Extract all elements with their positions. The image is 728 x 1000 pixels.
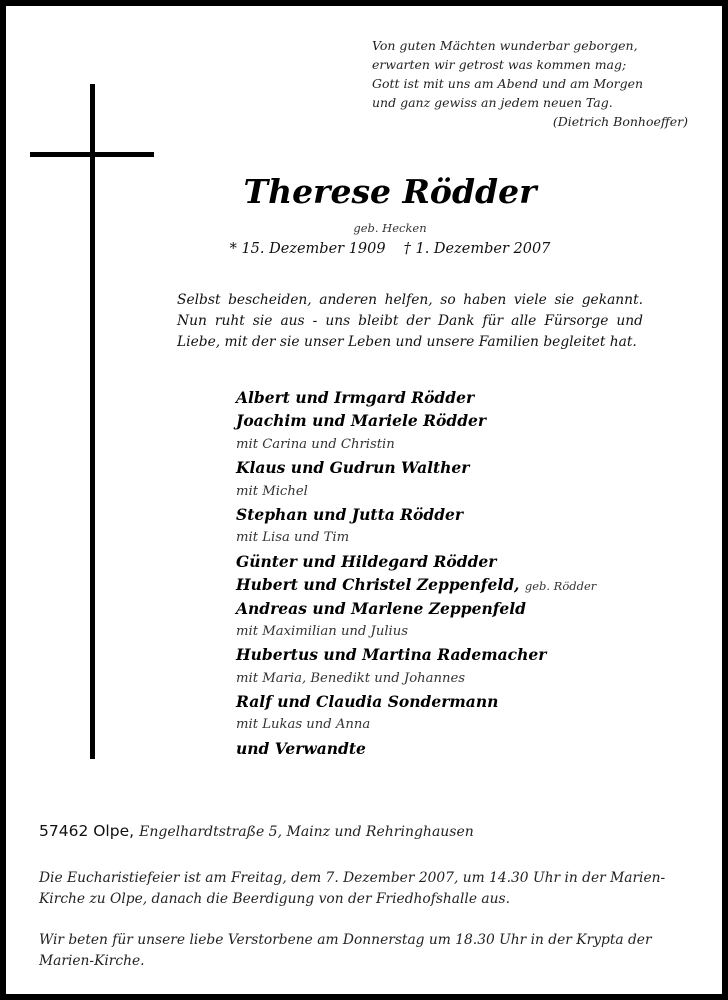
quote-line: Gott ist mit uns am Abend und am Morgen xyxy=(372,76,644,91)
death-date: † 1. Dezember 2007 xyxy=(403,241,551,257)
address-city: 57462 Olpe, xyxy=(39,822,135,840)
mourner-family: Albert und Irmgard Rödder xyxy=(236,388,475,407)
funeral-notice xyxy=(39,868,709,910)
quote-author: (Dietrich Bonhoeffer) xyxy=(552,114,688,129)
bonhoeffer-quote xyxy=(372,36,692,131)
mourner-family: Andreas und Marlene Zeppenfeld xyxy=(236,598,526,618)
mourner-family: Günter und Hildegard Rödder xyxy=(236,551,497,571)
mourner-family: Ralf und Claudia Sondermann xyxy=(236,692,499,712)
mourner-family: Stephan und Jutta Rödder xyxy=(236,504,464,524)
mourner-children: mit Maximilian und Julius xyxy=(236,623,409,639)
cross-icon xyxy=(90,84,95,759)
birth-date: * 15. Dezember 1909 xyxy=(229,241,386,257)
mourners-list xyxy=(236,386,656,760)
mourner-children: mit Carina und Christin xyxy=(236,436,395,452)
mourner-children: mit Maria, Benedikt und Johannes xyxy=(236,670,466,686)
mourner-family xyxy=(236,573,656,596)
deceased-name: Therese Rödder xyxy=(243,172,537,211)
mourner-family: Hubertus und Martina Rademacher xyxy=(236,645,547,665)
farewell-message: Selbst bescheiden, anderen helfen, so haben viele sie gekannt. Nun ruht sie aus - uns bleibt der Dank für alle Fürsorge und Liebe, mit der sie unser Leben und unsere Familien begleitet hat. xyxy=(177,292,643,350)
quote-line: erwarten wir getrost was kommen mag; xyxy=(372,57,627,72)
mourning-address xyxy=(39,821,699,840)
mourner-family: Klaus und Gudrun Walther xyxy=(236,458,470,478)
notice-line: Wir beten für unsere liebe Verstorbene am Donnerstag um 18.30 Uhr in der Krypta der xyxy=(39,932,652,948)
address-street: Engelhardtstraße 5, Mainz und Rehringhausen xyxy=(139,824,474,840)
notice-line: Marien-Kirche. xyxy=(39,953,145,969)
mourner-birth-name: geb. Rödder xyxy=(524,579,597,594)
quote-line: Von guten Mächten wunderbar geborgen, xyxy=(372,38,638,53)
prayer-notice xyxy=(39,930,709,972)
mourner-children: mit Lukas und Anna xyxy=(236,717,371,733)
quote-line: und ganz gewiss an jedem neuen Tag. xyxy=(372,95,613,110)
mourner-children: mit Lisa und Tim xyxy=(236,530,350,546)
mourner-family-name: Hubert und Christel Zeppenfeld, xyxy=(236,575,520,595)
life-dates xyxy=(180,241,600,257)
notice-line: Die Eucharistiefeier ist am Freitag, dem 7. Dezember 2007, um 14.30 Uhr in der Marien- xyxy=(39,870,666,886)
mourner-relatives: und Verwandte xyxy=(236,738,366,758)
birth-name: geb. Hecken xyxy=(353,221,427,235)
mourner-children: mit Michel xyxy=(236,483,308,499)
notice-line: Kirche zu Olpe, danach die Beerdigung von der Friedhofshalle aus. xyxy=(39,891,510,907)
mourner-family: Joachim und Mariele Rödder xyxy=(236,411,487,431)
cross-icon-bar xyxy=(30,152,154,157)
